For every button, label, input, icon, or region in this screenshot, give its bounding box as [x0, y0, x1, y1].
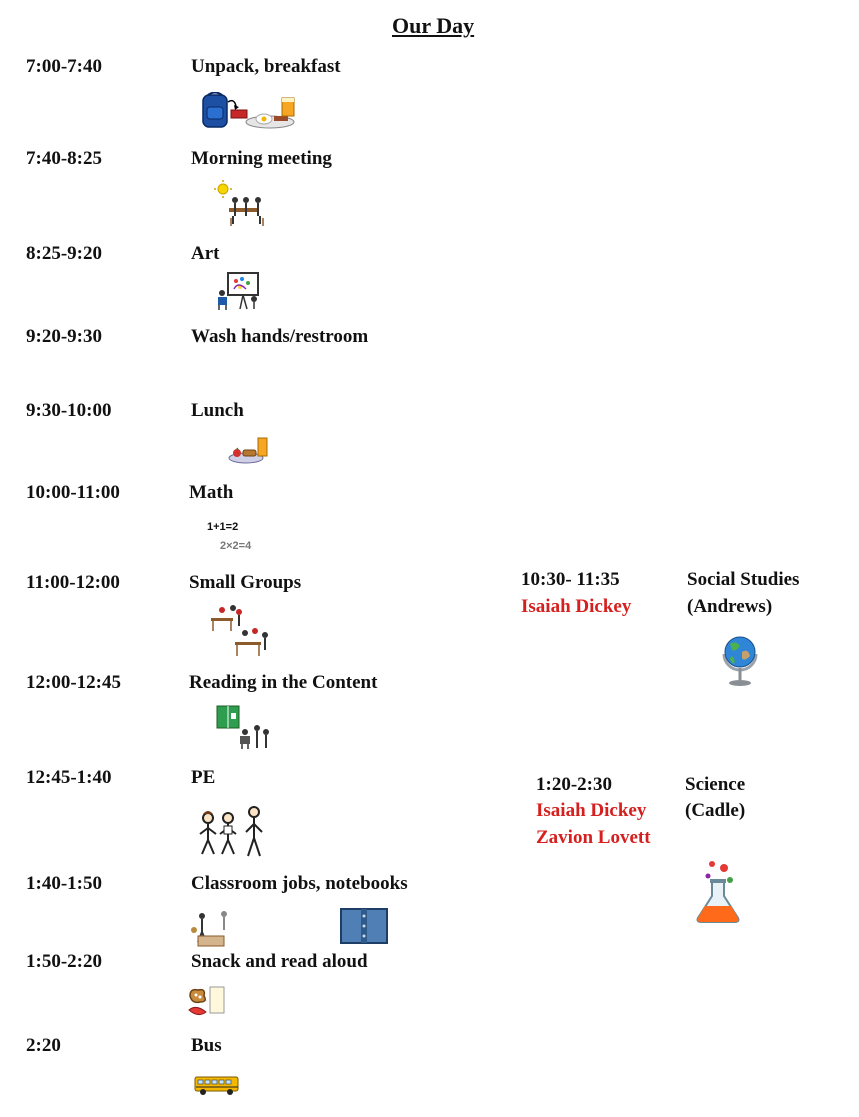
time-slot: 1:40-1:50: [26, 873, 102, 894]
pe-kids-icon: [196, 804, 266, 858]
activity-label: Unpack, breakfast: [191, 56, 341, 77]
activity-label: Reading in the Content: [189, 672, 378, 693]
pullout-teacher: (Andrews): [687, 596, 773, 617]
student-name: Isaiah Dickey: [521, 596, 632, 617]
pullout-time: 1:20-2:30: [536, 774, 612, 795]
classroom-jobs-icon: [190, 910, 236, 950]
activity-label: Bus: [191, 1035, 222, 1056]
activity-label: Wash hands/restroom: [191, 326, 369, 347]
time-slot: 7:00-7:40: [26, 56, 102, 77]
snack-icon: [186, 984, 228, 1020]
pullout-teacher: (Cadle): [685, 800, 746, 821]
activity-label: Classroom jobs, notebooks: [191, 873, 408, 894]
student-name: Zavion Lovett: [536, 827, 651, 848]
art-easel-icon: [216, 271, 262, 311]
time-slot: 12:00-12:45: [26, 672, 121, 693]
time-slot: 8:25-9:20: [26, 243, 102, 264]
activity-label: Small Groups: [189, 572, 302, 593]
notebook-binder-icon: [340, 908, 388, 944]
time-slot: 7:40-8:25: [26, 148, 102, 169]
small-groups-icon: [209, 604, 271, 658]
math-equations-icon: [206, 518, 262, 556]
time-slot: 2:20: [26, 1035, 61, 1056]
page-title: Our Day: [392, 13, 475, 38]
time-slot: 11:00-12:00: [26, 572, 120, 593]
time-slot: 9:20-9:30: [26, 326, 102, 347]
activity-label: Math: [189, 482, 234, 503]
activity-label: Snack and read aloud: [191, 951, 368, 972]
globe-icon: [718, 632, 762, 688]
time-slot: 12:45-1:40: [26, 767, 112, 788]
lunch-tray-icon: [228, 436, 270, 464]
activity-label: Lunch: [191, 400, 244, 421]
science-flask-icon: [694, 858, 746, 924]
time-slot: 10:00-11:00: [26, 482, 120, 503]
math-line-1: 1+1=2: [207, 521, 239, 533]
math-line-2: 2×2=4: [220, 540, 252, 552]
student-name: Isaiah Dickey: [536, 800, 647, 821]
school-bus-icon: [194, 1075, 240, 1097]
morning-meeting-icon: [213, 180, 271, 228]
activity-label: Morning meeting: [191, 148, 332, 169]
backpack-breakfast-icon: [198, 92, 302, 130]
pullout-subject: Science: [685, 774, 746, 795]
activity-label: PE: [191, 767, 216, 788]
reading-book-icon: [216, 704, 270, 750]
time-slot: 9:30-10:00: [26, 400, 112, 421]
pullout-time: 10:30- 11:35: [521, 569, 620, 590]
pullout-subject: Social Studies: [687, 569, 800, 590]
time-slot: 1:50-2:20: [26, 951, 102, 972]
activity-label: Art: [191, 243, 220, 264]
